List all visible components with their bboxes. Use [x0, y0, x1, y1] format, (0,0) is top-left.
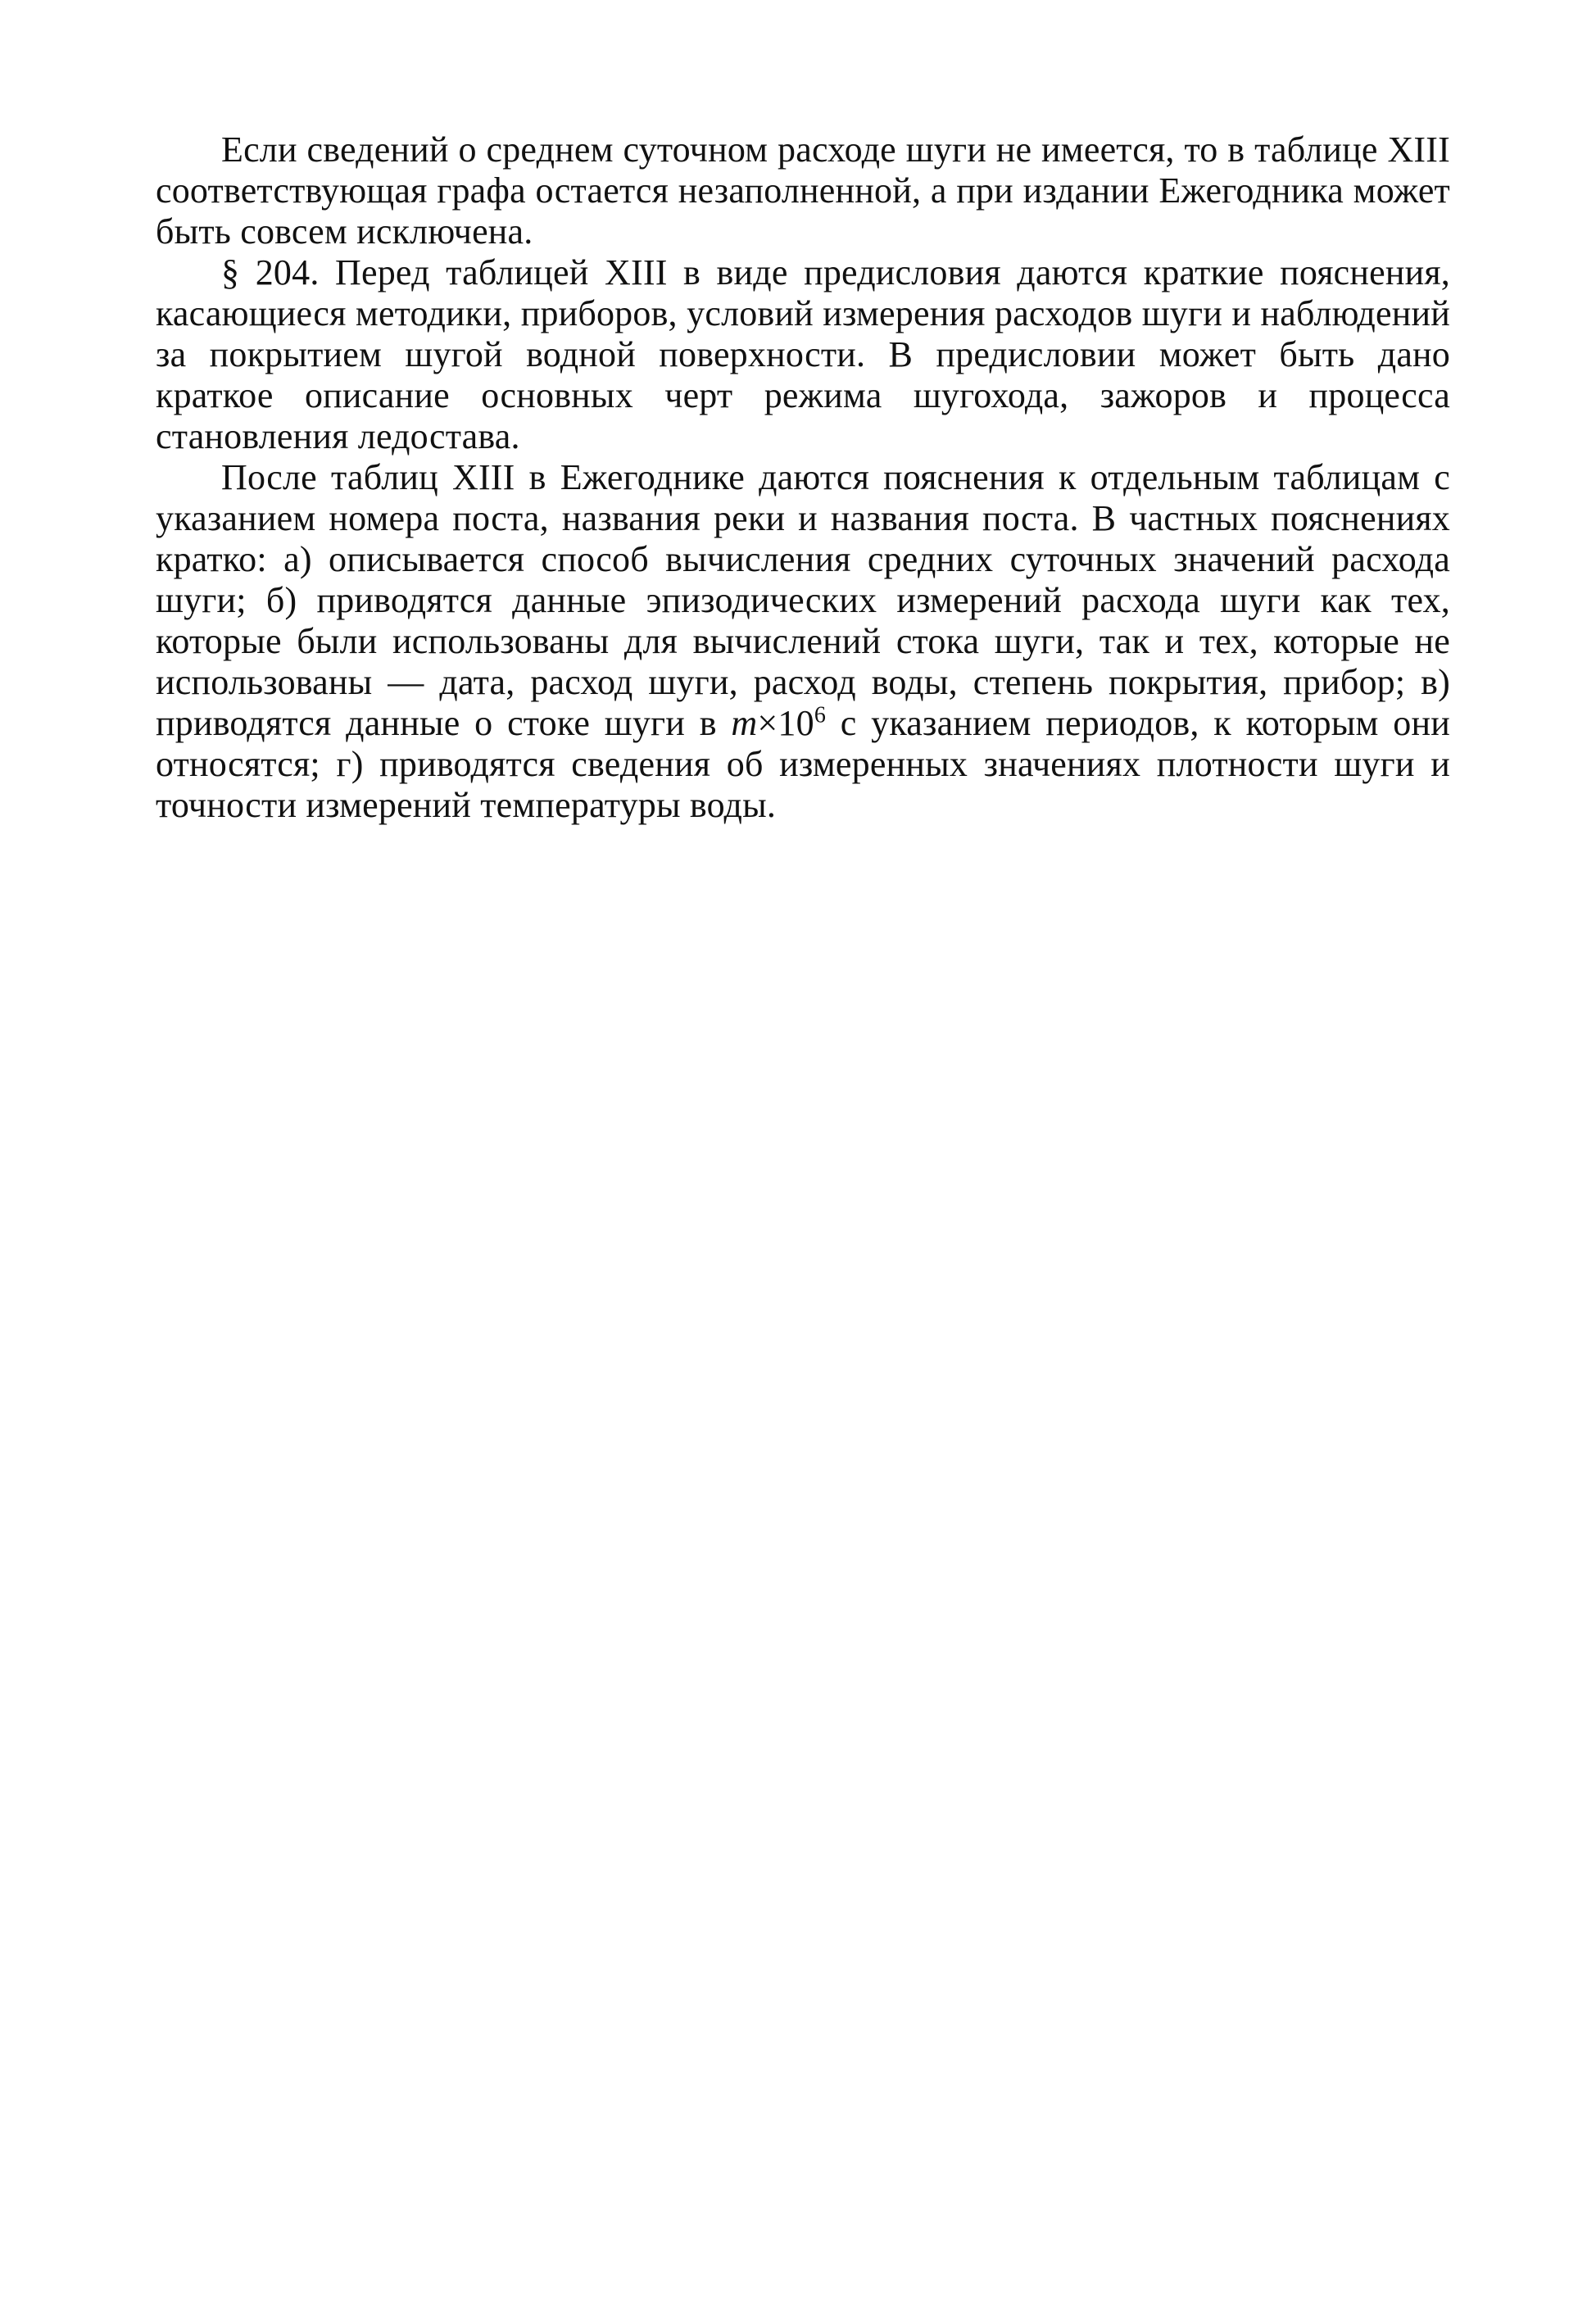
document-page — [156, 129, 1450, 826]
paragraph-1 — [156, 129, 1450, 252]
paragraph-2-text: § 204. Перед таблицей XIII в виде предисловия даются краткие пояснения, касающиеся методики, приборов, условий измерения расходов шуги и наблюдений за покрытием шугой водной поверхности. В предисловии может быть дано краткое описание основных черт режима шугохода, зажоров и процесса становления ледостава. — [156, 252, 1450, 456]
unit-multiplier: ×10 — [757, 703, 814, 743]
paragraph-3 — [156, 457, 1450, 826]
unit-exponent: 6 — [814, 702, 827, 728]
unit-symbol: т — [731, 703, 758, 743]
paragraph-3-text-after: с указанием периодов, к которым они относятся; г) приводятся сведения об измеренных значениях плотности шуги и точности измерений температуры воды. — [156, 703, 1450, 825]
paragraph-3-text-before: После таблиц XIII в Ежегоднике даются пояснения к отдельным таблицам с указанием номера поста, названия реки и названия поста. В частных пояснениях кратко: а) описывается способ вычисления средних суточных значений расхода шуги; б) приводятся данные эпизодических измерений расхода шуги как тех, которые были использованы для вычислений стока шуги, так и тех, которые не использованы — дата, расход шуги, расход воды, степень покрытия, прибор; в) приводятся данные о стоке шуги в — [156, 457, 1450, 743]
paragraph-1-text: Если сведений о среднем суточном расходе шуги не имеется, то в таблице XIII соответствующая графа остается незаполненной, а при издании Ежегодника может быть совсем исключена. — [156, 129, 1450, 252]
paragraph-2 — [156, 252, 1450, 457]
